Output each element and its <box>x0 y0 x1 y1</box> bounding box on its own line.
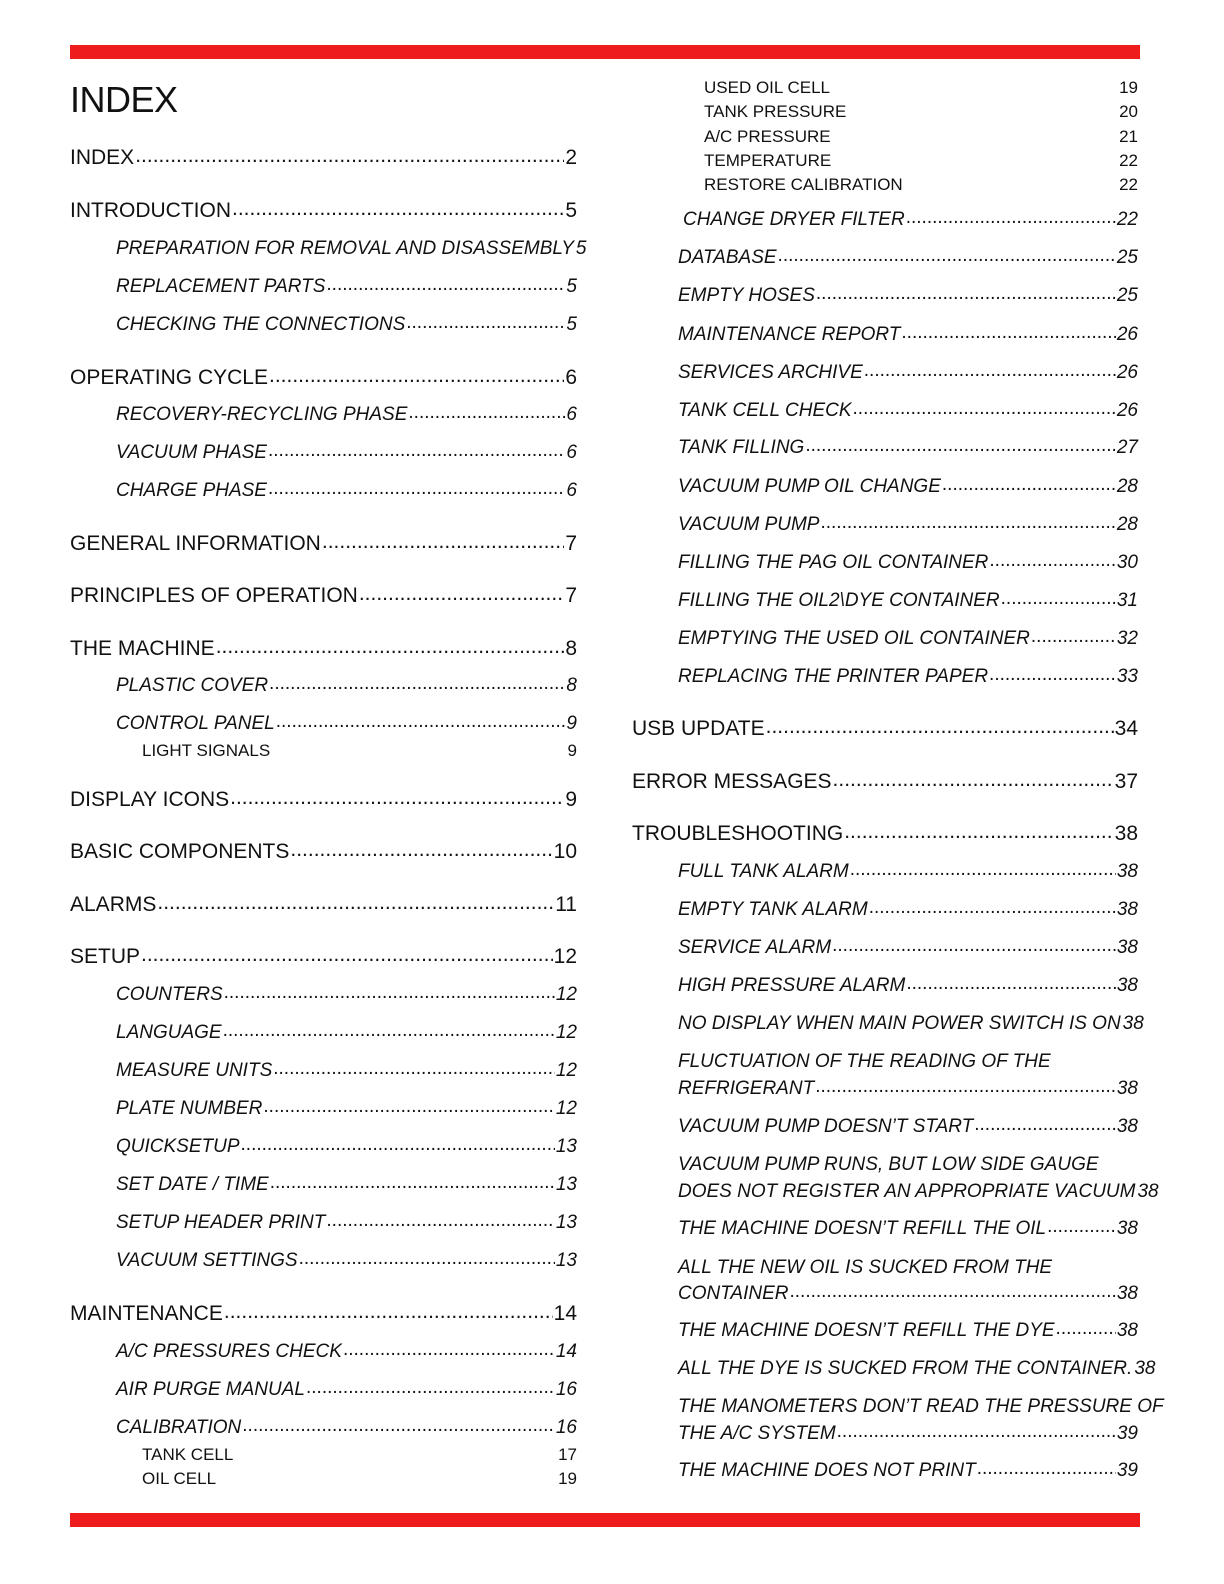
toc-entry-label: THE MACHINE DOESN’T REFILL THE DYE <box>678 1320 1055 1341</box>
toc-entry-page: 5 <box>565 199 577 222</box>
toc-entry-page: 38 <box>1116 1320 1138 1341</box>
toc-entry[interactable] <box>70 637 577 667</box>
toc-entry-page: 38 <box>1116 975 1138 996</box>
dot-leader <box>223 1020 555 1039</box>
toc-entry-label: SETUP HEADER PRINT <box>116 1212 326 1233</box>
toc-entry-page: 37 <box>1114 770 1138 793</box>
dot-leader <box>977 1458 1116 1477</box>
toc-entry-page: 9 <box>566 713 577 734</box>
toc-entry-label: HIGH PRESSURE ALARM <box>678 975 906 996</box>
toc-entry-label: COUNTERS <box>116 984 223 1005</box>
toc-entry-label: ALL THE NEW OIL IS SUCKED FROM THE <box>678 1257 1053 1278</box>
toc-entry-label: REPLACEMENT PARTS <box>116 276 326 297</box>
toc-entry[interactable] <box>70 893 577 923</box>
toc-entry-page: 27 <box>1116 437 1138 458</box>
toc-entry[interactable] <box>704 173 1138 197</box>
toc-entry-page: 38 <box>1134 1358 1156 1379</box>
toc-entry-page: 12 <box>555 984 577 1005</box>
toc-entry[interactable] <box>70 945 577 975</box>
dot-leader <box>1056 1318 1116 1337</box>
dot-leader <box>268 478 565 497</box>
toc-entry[interactable] <box>632 770 1138 800</box>
toc-entry-label: CALIBRATION <box>116 1417 242 1438</box>
toc-entry-label: EMPTYING THE USED OIL CONTAINER <box>678 628 1030 649</box>
toc-entry-page: 10 <box>553 840 577 863</box>
toc-entry-label: VACUUM PUMP RUNS, BUT LOW SIDE GAUGE <box>678 1154 1099 1175</box>
toc-entry-page: 16 <box>555 1379 577 1400</box>
dot-leader <box>906 207 1116 226</box>
toc-entry-label: USB UPDATE <box>632 717 765 740</box>
dot-leader <box>270 1172 555 1191</box>
toc-entry-page: 38 <box>1116 1218 1138 1239</box>
toc-entry[interactable] <box>678 362 1138 390</box>
toc-entry-label: VACUUM PHASE <box>116 442 267 463</box>
toc-entry-label: SET DATE / TIME <box>116 1174 269 1195</box>
toc-entry[interactable] <box>116 984 577 1012</box>
toc-entry-label: TANK CELL CHECK <box>678 400 852 421</box>
toc-entry-page: 6 <box>566 442 577 463</box>
dot-leader <box>326 1210 554 1229</box>
toc-entry-label: ERROR MESSAGES <box>632 770 832 793</box>
toc-entry-label: OIL CELL <box>142 1469 217 1488</box>
dot-leader <box>906 973 1116 992</box>
toc-entry-label: VACUUM PUMP OIL CHANGE <box>678 476 941 497</box>
toc-entry-page: 13 <box>555 1212 577 1233</box>
toc-entry-page: 26 <box>1116 362 1138 383</box>
toc-entry[interactable] <box>678 1051 1138 1079</box>
toc-entry[interactable] <box>678 1013 1144 1041</box>
toc-entry[interactable] <box>70 840 577 870</box>
dot-leader <box>833 768 1114 789</box>
toc-entry-page: 32 <box>1116 628 1138 649</box>
dot-leader <box>141 943 553 964</box>
toc-entry-label: REFRIGERANT <box>678 1078 815 1099</box>
toc-entry[interactable] <box>116 1379 577 1407</box>
toc-entry-page: 16 <box>555 1417 577 1438</box>
toc-entry-label: VACUUM SETTINGS <box>116 1250 298 1271</box>
toc-entry[interactable] <box>678 1358 1156 1386</box>
toc-entry[interactable] <box>116 1098 577 1126</box>
dot-leader <box>242 1415 555 1434</box>
toc-entry[interactable] <box>70 584 577 614</box>
toc-entry-label: LIGHT SIGNALS <box>142 741 271 760</box>
toc-entry-label: CONTROL PANEL <box>116 713 275 734</box>
toc-entry-label: SETUP <box>70 945 141 968</box>
dot-leader <box>343 1339 555 1358</box>
toc-entry-page: 38 <box>1122 1013 1144 1034</box>
toc-entry-page: 21 <box>1119 127 1138 146</box>
dot-leader <box>832 147 1118 164</box>
toc-entry-page: 30 <box>1116 552 1138 573</box>
toc-entry-page: 8 <box>566 675 577 696</box>
toc-entry[interactable] <box>678 937 1138 965</box>
toc-entry-page: 19 <box>558 1469 577 1488</box>
dot-leader <box>1047 1216 1116 1235</box>
toc-entry[interactable] <box>70 199 577 229</box>
toc-entry-page: 38 <box>1116 1116 1138 1137</box>
toc-entry-label: MAINTENANCE <box>70 1302 223 1325</box>
toc-entry-label: USED OIL CELL <box>704 78 830 97</box>
toc-entry[interactable] <box>678 1218 1138 1246</box>
dot-leader <box>234 1441 557 1458</box>
toc-entry[interactable] <box>116 675 577 703</box>
toc-entry[interactable] <box>678 476 1138 504</box>
dot-leader <box>306 1377 555 1396</box>
toc-entry[interactable] <box>116 1341 577 1369</box>
toc-entry-page: 38 <box>1114 822 1138 845</box>
toc-entry[interactable] <box>116 480 577 508</box>
toc-entry[interactable] <box>678 285 1138 313</box>
toc-entry[interactable] <box>678 1283 1138 1311</box>
dot-leader <box>359 582 564 603</box>
dot-leader <box>406 312 565 331</box>
dot-leader <box>904 171 1118 188</box>
dot-leader <box>268 440 565 459</box>
dot-leader <box>408 402 565 421</box>
toc-entry-page: 38 <box>1116 1283 1138 1304</box>
dot-leader <box>216 635 565 656</box>
toc-entry-label: EMPTY HOSES <box>678 285 815 306</box>
dot-leader <box>271 737 566 754</box>
toc-entry-page: 38 <box>1116 1078 1138 1099</box>
dot-leader <box>232 197 564 218</box>
toc-entry-label: ALL THE DYE IS SUCKED FROM THE CONTAINER. <box>678 1358 1133 1379</box>
dot-leader <box>832 935 1116 954</box>
toc-entry-label: REPLACING THE PRINTER PAPER <box>678 666 989 687</box>
toc-entry[interactable] <box>116 1060 577 1088</box>
toc-entry-page: 38 <box>1137 1181 1159 1202</box>
dot-leader <box>1001 588 1116 607</box>
toc-entry-label: VACUUM PUMP <box>678 514 820 535</box>
toc-entry[interactable] <box>678 899 1138 927</box>
toc-entry-page: 13 <box>555 1174 577 1195</box>
toc-entry-label: AIR PURGE MANUAL <box>116 1379 305 1400</box>
toc-entry-label: GENERAL INFORMATION <box>70 532 321 555</box>
toc-entry-label: THE MANOMETERS DON’T READ THE PRESSURE OF <box>678 1396 1164 1417</box>
toc-entry[interactable] <box>116 1136 577 1164</box>
toc-entry[interactable] <box>70 366 577 396</box>
toc-entry-label: PRINCIPLES OF OPERATION <box>70 584 358 607</box>
dot-leader <box>974 1114 1116 1133</box>
toc-entry-label: LANGUAGE <box>116 1022 222 1043</box>
dot-leader <box>224 982 555 1001</box>
toc-entry-label: MAINTENANCE REPORT <box>678 324 901 345</box>
toc-entry-label: TROUBLESHOOTING <box>632 822 844 845</box>
toc-entry[interactable] <box>678 1320 1138 1348</box>
dot-leader <box>217 1465 557 1482</box>
dot-leader <box>766 715 1114 736</box>
toc-entry[interactable] <box>678 666 1138 694</box>
toc-entry[interactable] <box>678 1078 1138 1106</box>
toc-entry[interactable] <box>70 1302 577 1332</box>
toc-entry-page: 28 <box>1116 514 1138 535</box>
toc-entry[interactable] <box>70 146 577 176</box>
toc-entry-label: QUICKSETUP <box>116 1136 240 1157</box>
toc-entry[interactable] <box>70 788 577 818</box>
toc-entry-label: A/C PRESSURES CHECK <box>116 1341 342 1362</box>
toc-entry-label: DATABASE <box>678 247 777 268</box>
toc-entry-page: 6 <box>565 366 577 389</box>
toc-entry-page: 34 <box>1114 717 1138 740</box>
toc-entry[interactable] <box>704 100 1138 124</box>
toc-entry-page: 5 <box>566 276 577 297</box>
toc-entry-page: 9 <box>567 741 577 760</box>
toc-entry-page: 11 <box>555 893 577 916</box>
toc-entry-page: 33 <box>1116 666 1138 687</box>
toc-entry-label: THE MACHINE <box>70 637 215 660</box>
toc-entry-label: TANK PRESSURE <box>704 102 847 121</box>
toc-entry[interactable] <box>678 975 1138 1003</box>
toc-entry-page: 38 <box>1116 899 1138 920</box>
toc-entry-page: 2 <box>565 146 577 169</box>
toc-entry-page: 25 <box>1116 247 1138 268</box>
toc-entry-page: 13 <box>555 1250 577 1271</box>
dot-leader <box>269 364 564 385</box>
toc-entry-page: 17 <box>558 1445 577 1464</box>
toc-entry-page: 6 <box>566 404 577 425</box>
dot-leader <box>853 398 1116 417</box>
bottom-red-bar <box>70 1513 1140 1527</box>
toc-entry[interactable] <box>704 149 1138 173</box>
toc-entry[interactable] <box>142 1467 577 1491</box>
toc-entry[interactable] <box>678 437 1138 465</box>
toc-entry[interactable] <box>678 590 1138 618</box>
toc-entry[interactable] <box>678 1460 1138 1488</box>
toc-entry-label: TANK FILLING <box>678 437 805 458</box>
toc-entry[interactable] <box>116 1212 577 1240</box>
dot-leader <box>326 274 565 293</box>
toc-entry[interactable] <box>116 314 577 342</box>
dot-leader <box>230 786 564 807</box>
toc-entry-label: INTRODUCTION <box>70 199 231 222</box>
toc-entry-page: 14 <box>553 1302 577 1325</box>
dot-leader <box>850 859 1116 878</box>
toc-entry-label: BASIC COMPONENTS <box>70 840 290 863</box>
dot-leader <box>989 550 1115 569</box>
toc-entry-page: 22 <box>1116 209 1138 230</box>
toc-entry[interactable] <box>704 76 1138 100</box>
dot-leader <box>135 144 564 165</box>
toc-entry-label: THE A/C SYSTEM <box>678 1423 836 1444</box>
toc-entry-label: CHARGE PHASE <box>116 480 267 501</box>
toc-entry-label: FILLING THE PAG OIL CONTAINER <box>678 552 989 573</box>
toc-entry-page: 38 <box>1116 937 1138 958</box>
dot-leader <box>816 283 1116 302</box>
toc-entry[interactable] <box>704 125 1138 149</box>
toc-entry[interactable] <box>678 1181 1159 1209</box>
dot-leader <box>942 474 1116 493</box>
dot-leader <box>844 820 1113 841</box>
toc-entry-label: CHECKING THE CONNECTIONS <box>116 314 406 335</box>
toc-entry[interactable] <box>116 1174 577 1202</box>
dot-leader <box>224 1300 553 1321</box>
toc-entry-page: 7 <box>565 532 577 555</box>
toc-entry-page: 12 <box>555 1022 577 1043</box>
toc-entry[interactable] <box>142 739 577 763</box>
toc-entry-page: 22 <box>1119 151 1138 170</box>
toc-entry-label: OPERATING CYCLE <box>70 366 268 389</box>
toc-entry-page: 39 <box>1116 1423 1138 1444</box>
toc-entry-page: 39 <box>1116 1460 1138 1481</box>
toc-entry-label: PREPARATION FOR REMOVAL AND DISASSEMBLY <box>116 238 574 259</box>
dot-leader <box>805 435 1116 454</box>
toc-entry-label: DOES NOT REGISTER AN APPROPRIATE VACUUM <box>678 1181 1136 1202</box>
toc-entry[interactable] <box>116 442 577 470</box>
toc-entry-label: VACUUM PUMP DOESN’T START <box>678 1116 974 1137</box>
toc-entry[interactable] <box>678 400 1138 428</box>
toc-entry-label: TANK CELL <box>142 1445 234 1464</box>
toc-entry[interactable] <box>678 324 1138 352</box>
toc-entry-page: 38 <box>1116 861 1138 882</box>
toc-entry-label: THE MACHINE DOESN’T REFILL THE OIL <box>678 1218 1047 1239</box>
toc-entry-page: 22 <box>1119 175 1138 194</box>
toc-entry-label: SERVICES ARCHIVE <box>678 362 863 383</box>
toc-entry-page: 14 <box>555 1341 577 1362</box>
dot-leader <box>847 98 1118 115</box>
toc-entry-label: PLASTIC COVER <box>116 675 269 696</box>
toc-entry-page: 12 <box>555 1098 577 1119</box>
toc-entry-page: 26 <box>1116 324 1138 345</box>
dot-leader <box>273 1058 555 1077</box>
dot-leader <box>157 891 554 912</box>
dot-leader <box>820 512 1115 531</box>
page-title: INDEX <box>70 79 178 120</box>
toc-entry[interactable] <box>142 1443 577 1467</box>
toc-entry-label: RESTORE CALIBRATION <box>704 175 903 194</box>
dot-leader <box>837 1421 1116 1440</box>
toc-entry[interactable] <box>116 276 577 304</box>
dot-leader <box>989 664 1116 683</box>
dot-leader <box>869 897 1116 916</box>
toc-entry[interactable] <box>683 209 1138 237</box>
toc-entry-page: 28 <box>1116 476 1138 497</box>
toc-entry-label: A/C PRESSURE <box>704 127 831 146</box>
toc-entry-page: 25 <box>1116 285 1138 306</box>
toc-entry[interactable] <box>70 532 577 562</box>
toc-entry-label: SERVICE ALARM <box>678 937 832 958</box>
toc-entry-label: PLATE NUMBER <box>116 1098 263 1119</box>
toc-entry-label: CHANGE DRYER FILTER <box>683 209 905 230</box>
toc-entry[interactable] <box>632 822 1138 852</box>
dot-leader <box>778 245 1116 264</box>
dot-leader <box>299 1248 555 1267</box>
toc-entry[interactable] <box>116 238 587 266</box>
dot-leader <box>1031 626 1116 645</box>
toc-entry[interactable] <box>678 1423 1138 1451</box>
dot-leader <box>815 1076 1116 1095</box>
dot-leader <box>901 322 1115 341</box>
toc-entry-page: 6 <box>566 480 577 501</box>
toc-entry-page: 31 <box>1116 590 1138 611</box>
toc-entry[interactable] <box>678 1116 1138 1144</box>
toc-entry-label: THE MACHINE DOES NOT PRINT <box>678 1460 976 1481</box>
top-red-bar <box>70 45 1140 59</box>
toc-entry-page: 26 <box>1116 400 1138 421</box>
dot-leader <box>864 360 1116 379</box>
toc-entry[interactable] <box>678 247 1138 275</box>
toc-entry-label: TEMPERATURE <box>704 151 832 170</box>
toc-entry-page: 5 <box>566 314 577 335</box>
dot-leader <box>241 1134 555 1153</box>
toc-entry-label: MEASURE UNITS <box>116 1060 273 1081</box>
toc-entry-label: FULL TANK ALARM <box>678 861 849 882</box>
toc-entry-page: 5 <box>575 238 587 259</box>
toc-entry-page: 12 <box>555 1060 577 1081</box>
toc-entry-label: ALARMS <box>70 893 157 916</box>
toc-entry-label: NO DISPLAY WHEN MAIN POWER SWITCH IS ON <box>678 1013 1121 1034</box>
dot-leader <box>263 1096 554 1115</box>
dot-leader <box>269 673 565 692</box>
toc-entry-page: 13 <box>555 1136 577 1157</box>
toc-entry[interactable] <box>116 1022 577 1050</box>
toc-entry-page: 20 <box>1119 102 1138 121</box>
toc-entry-label: INDEX <box>70 146 135 169</box>
toc-entry-label: EMPTY TANK ALARM <box>678 899 868 920</box>
toc-entry[interactable] <box>116 1250 577 1278</box>
toc-entry-page: 12 <box>553 945 577 968</box>
toc-entry[interactable] <box>678 861 1138 889</box>
dot-leader <box>789 1281 1115 1300</box>
toc-entry-label: FLUCTUATION OF THE READING OF THE <box>678 1051 1051 1072</box>
dot-leader <box>831 74 1118 91</box>
toc-entry-page: 8 <box>565 637 577 660</box>
toc-entry-label: RECOVERY-RECYCLING PHASE <box>116 404 408 425</box>
toc-entry[interactable] <box>678 628 1138 656</box>
toc-entry-page: 7 <box>565 584 577 607</box>
toc-entry[interactable] <box>116 404 577 432</box>
toc-entry[interactable] <box>632 717 1138 747</box>
toc-entry[interactable] <box>678 1396 1164 1424</box>
toc-entry[interactable] <box>678 552 1138 580</box>
toc-entry-label: CONTAINER <box>678 1283 789 1304</box>
dot-leader <box>832 123 1118 140</box>
dot-leader <box>290 838 552 859</box>
toc-entry-page: 9 <box>565 788 577 811</box>
toc-entry-page: 19 <box>1119 78 1138 97</box>
toc-entry[interactable] <box>678 1154 1138 1182</box>
dot-leader <box>322 530 564 551</box>
dot-leader <box>276 711 566 730</box>
toc-entry-label: FILLING THE OIL2\DYE CONTAINER <box>678 590 1000 611</box>
toc-entry[interactable] <box>678 514 1138 542</box>
toc-entry-label: DISPLAY ICONS <box>70 788 230 811</box>
